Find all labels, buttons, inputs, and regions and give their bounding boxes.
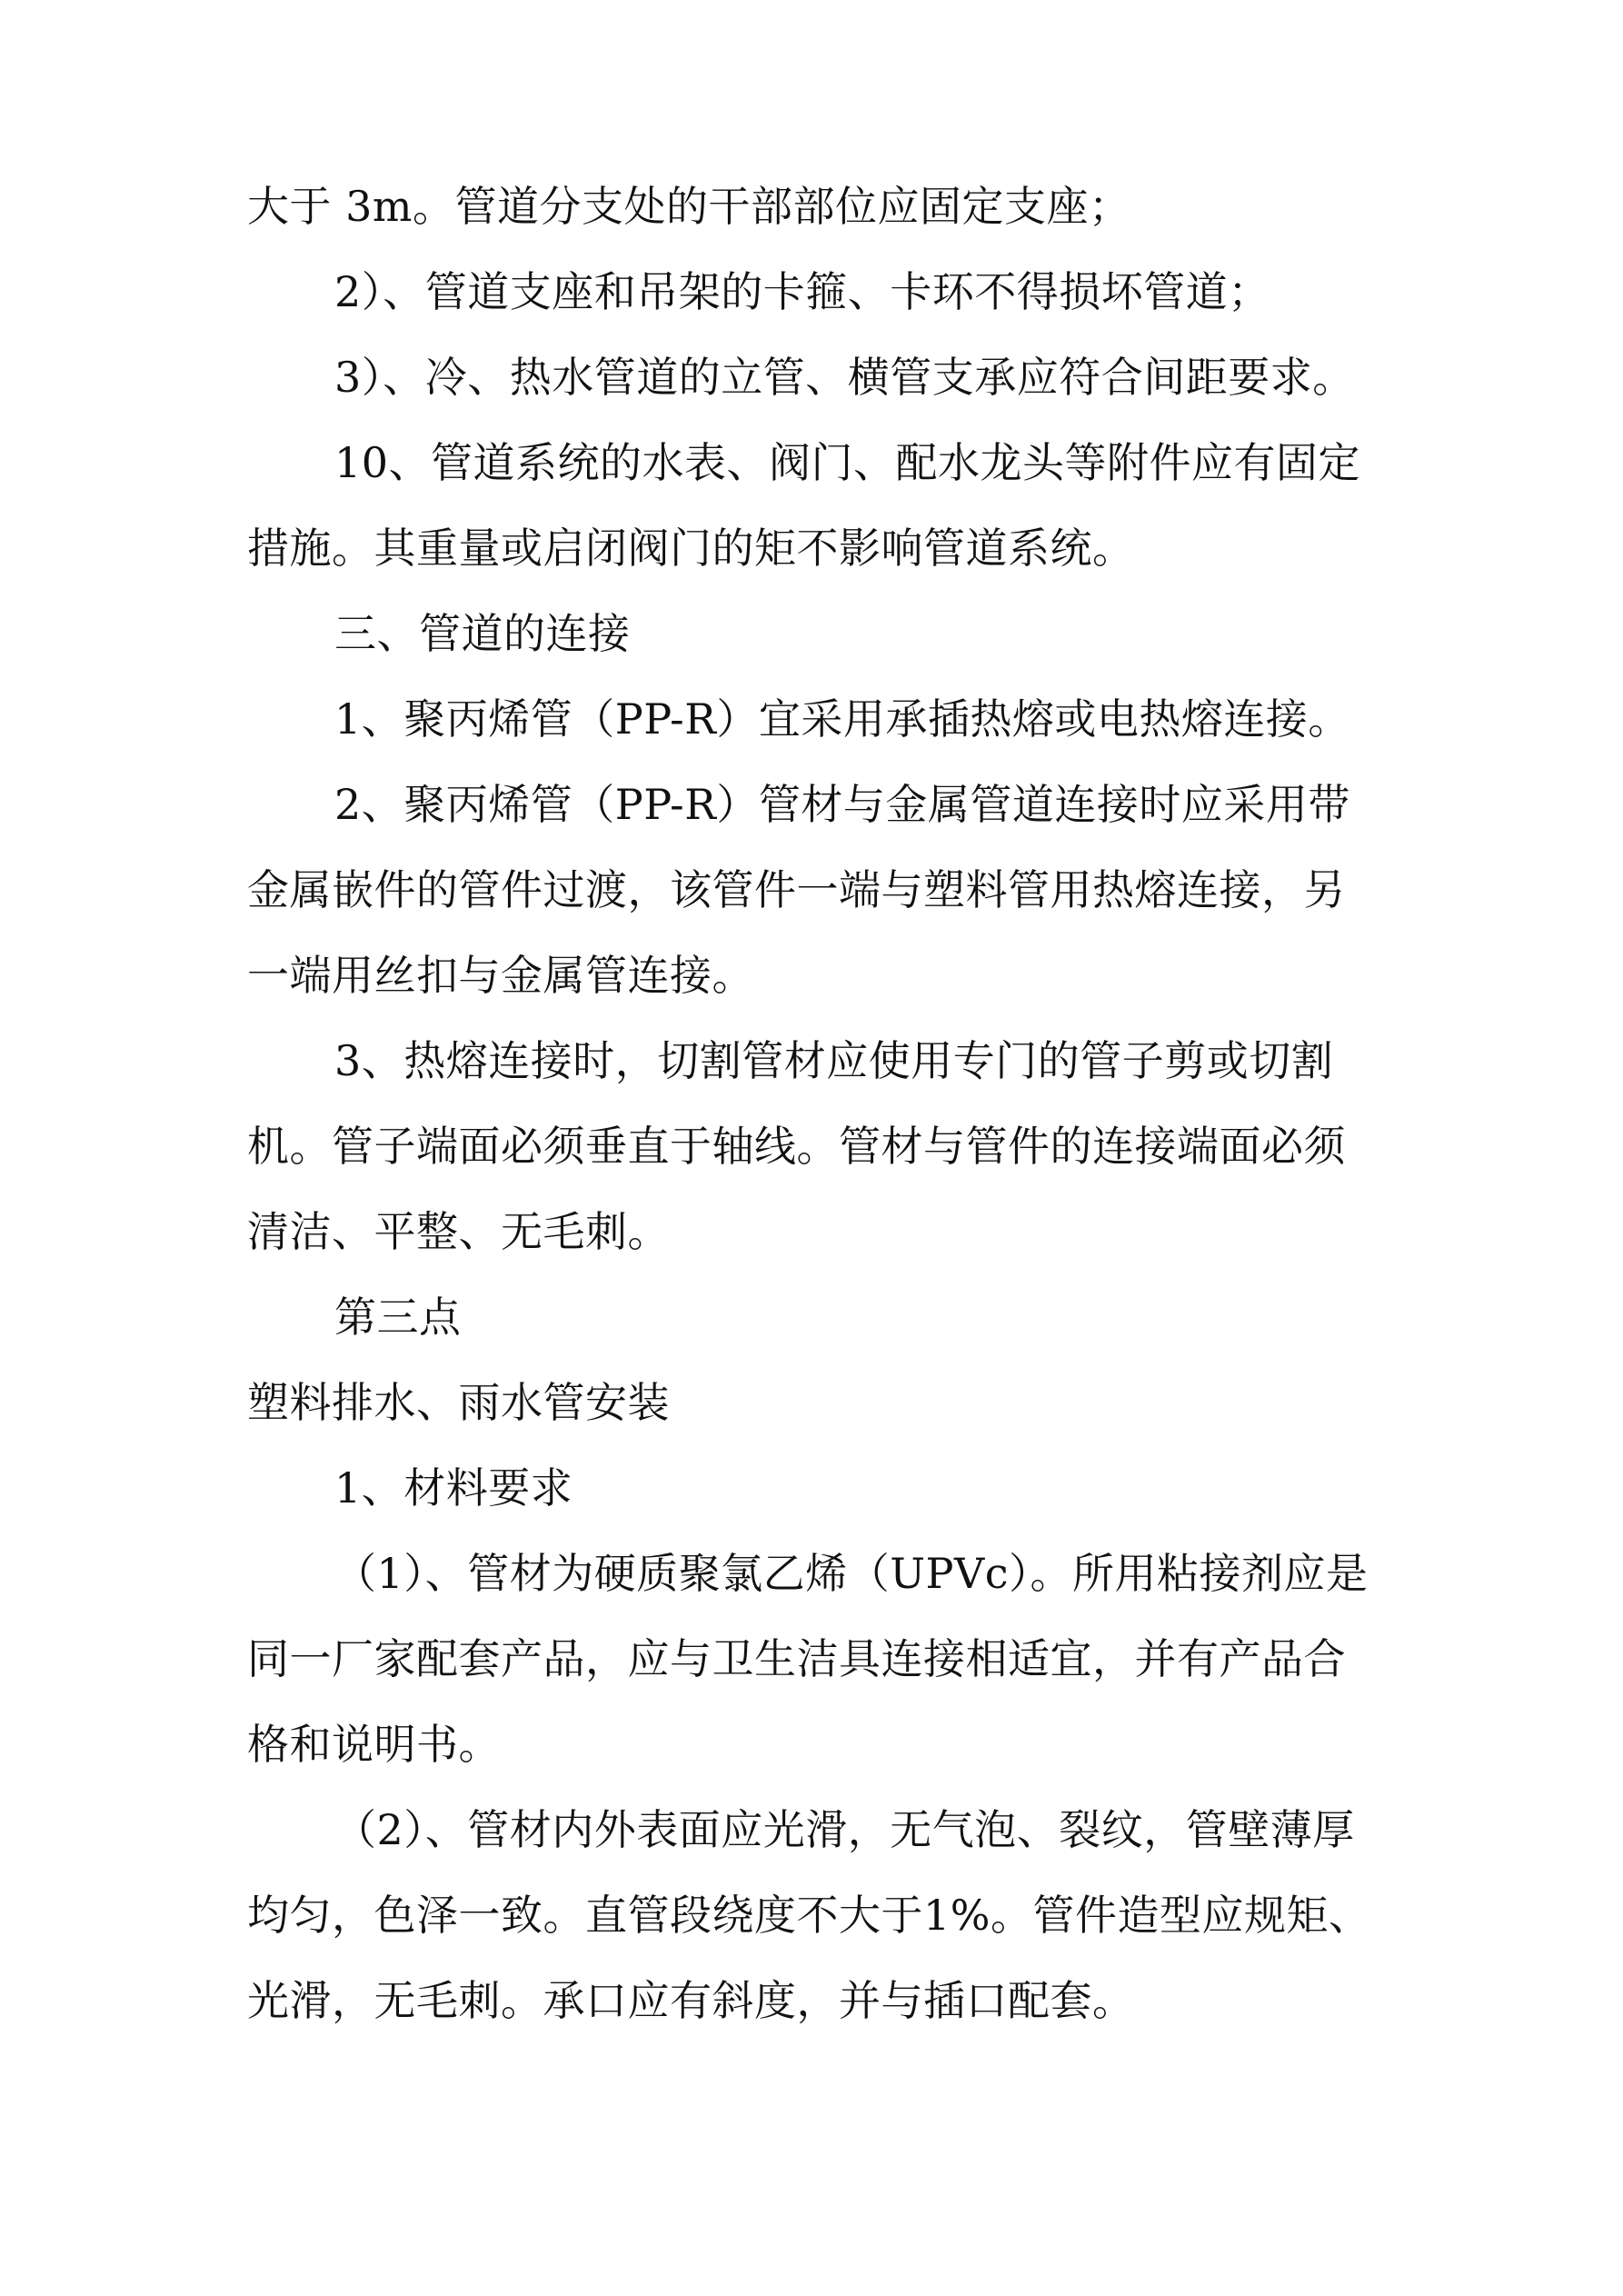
text-line-17: （1）、管材为硬质聚氯乙烯（UPVc）。所用粘接剂应是 [334,1549,1369,1598]
text-line-12: 机。管子端面必须垂直于轴线。管材与管件的连接端面必须 [247,1122,1346,1171]
text-line-3: 3）、冷、热水管道的立管、横管支承应符合间距要求。 [334,353,1355,402]
text-line-9: 金属嵌件的管件过渡，该管件一端与塑料管用热熔连接，另 [247,865,1346,914]
text-line-5: 措施。其重量或启闭阀门的矩不影响管道系统。 [247,524,1135,573]
text-line-20: （2）、管材内外表面应光滑，无气泡、裂纹，管壁薄厚 [334,1805,1355,1854]
text-line-7: 1、聚丙烯管（PP-R）宜采用承插热熔或电热熔连接。 [334,694,1350,744]
text-line-1: 大于 3m。管道分支处的干部部位应固定支座； [247,182,1131,231]
section-title-drainage-install: 塑料排水、雨水管安装 [247,1378,670,1427]
text-line-21: 均匀，色泽一致。直管段绕度不大于1%。管件造型应规矩、 [247,1891,1371,1940]
subheading-material-requirements: 1、材料要求 [334,1463,573,1512]
text-line-8: 2、聚丙烯管（PP-R）管材与金属管道连接时应采用带 [334,780,1350,829]
text-line-11: 3、热熔连接时，切割管材应使用专门的管子剪或切割 [334,1036,1334,1085]
text-line-10: 一端用丝扣与金属管连接。 [247,951,754,1000]
document-body [247,164,1383,2043]
section-heading-pipe-connection: 三、管道的连接 [334,609,631,658]
text-line-18: 同一厂家配套产品，应与卫生洁具连接相适宜，并有产品合 [247,1634,1346,1683]
text-line-13: 清洁、平整、无毛刺。 [247,1207,670,1256]
text-line-2: 2）、管道支座和吊架的卡箍、卡环不得损坏管道； [334,267,1270,316]
text-line-22: 光滑，无毛刺。承口应有斜度，并与插口配套。 [247,1976,1135,2025]
section-heading-third-point: 第三点 [334,1293,462,1342]
text-line-19: 格和说明书。 [247,1720,501,1769]
text-line-4: 10、管道系统的水表、阀门、配水龙头等附件应有固定 [334,438,1361,487]
